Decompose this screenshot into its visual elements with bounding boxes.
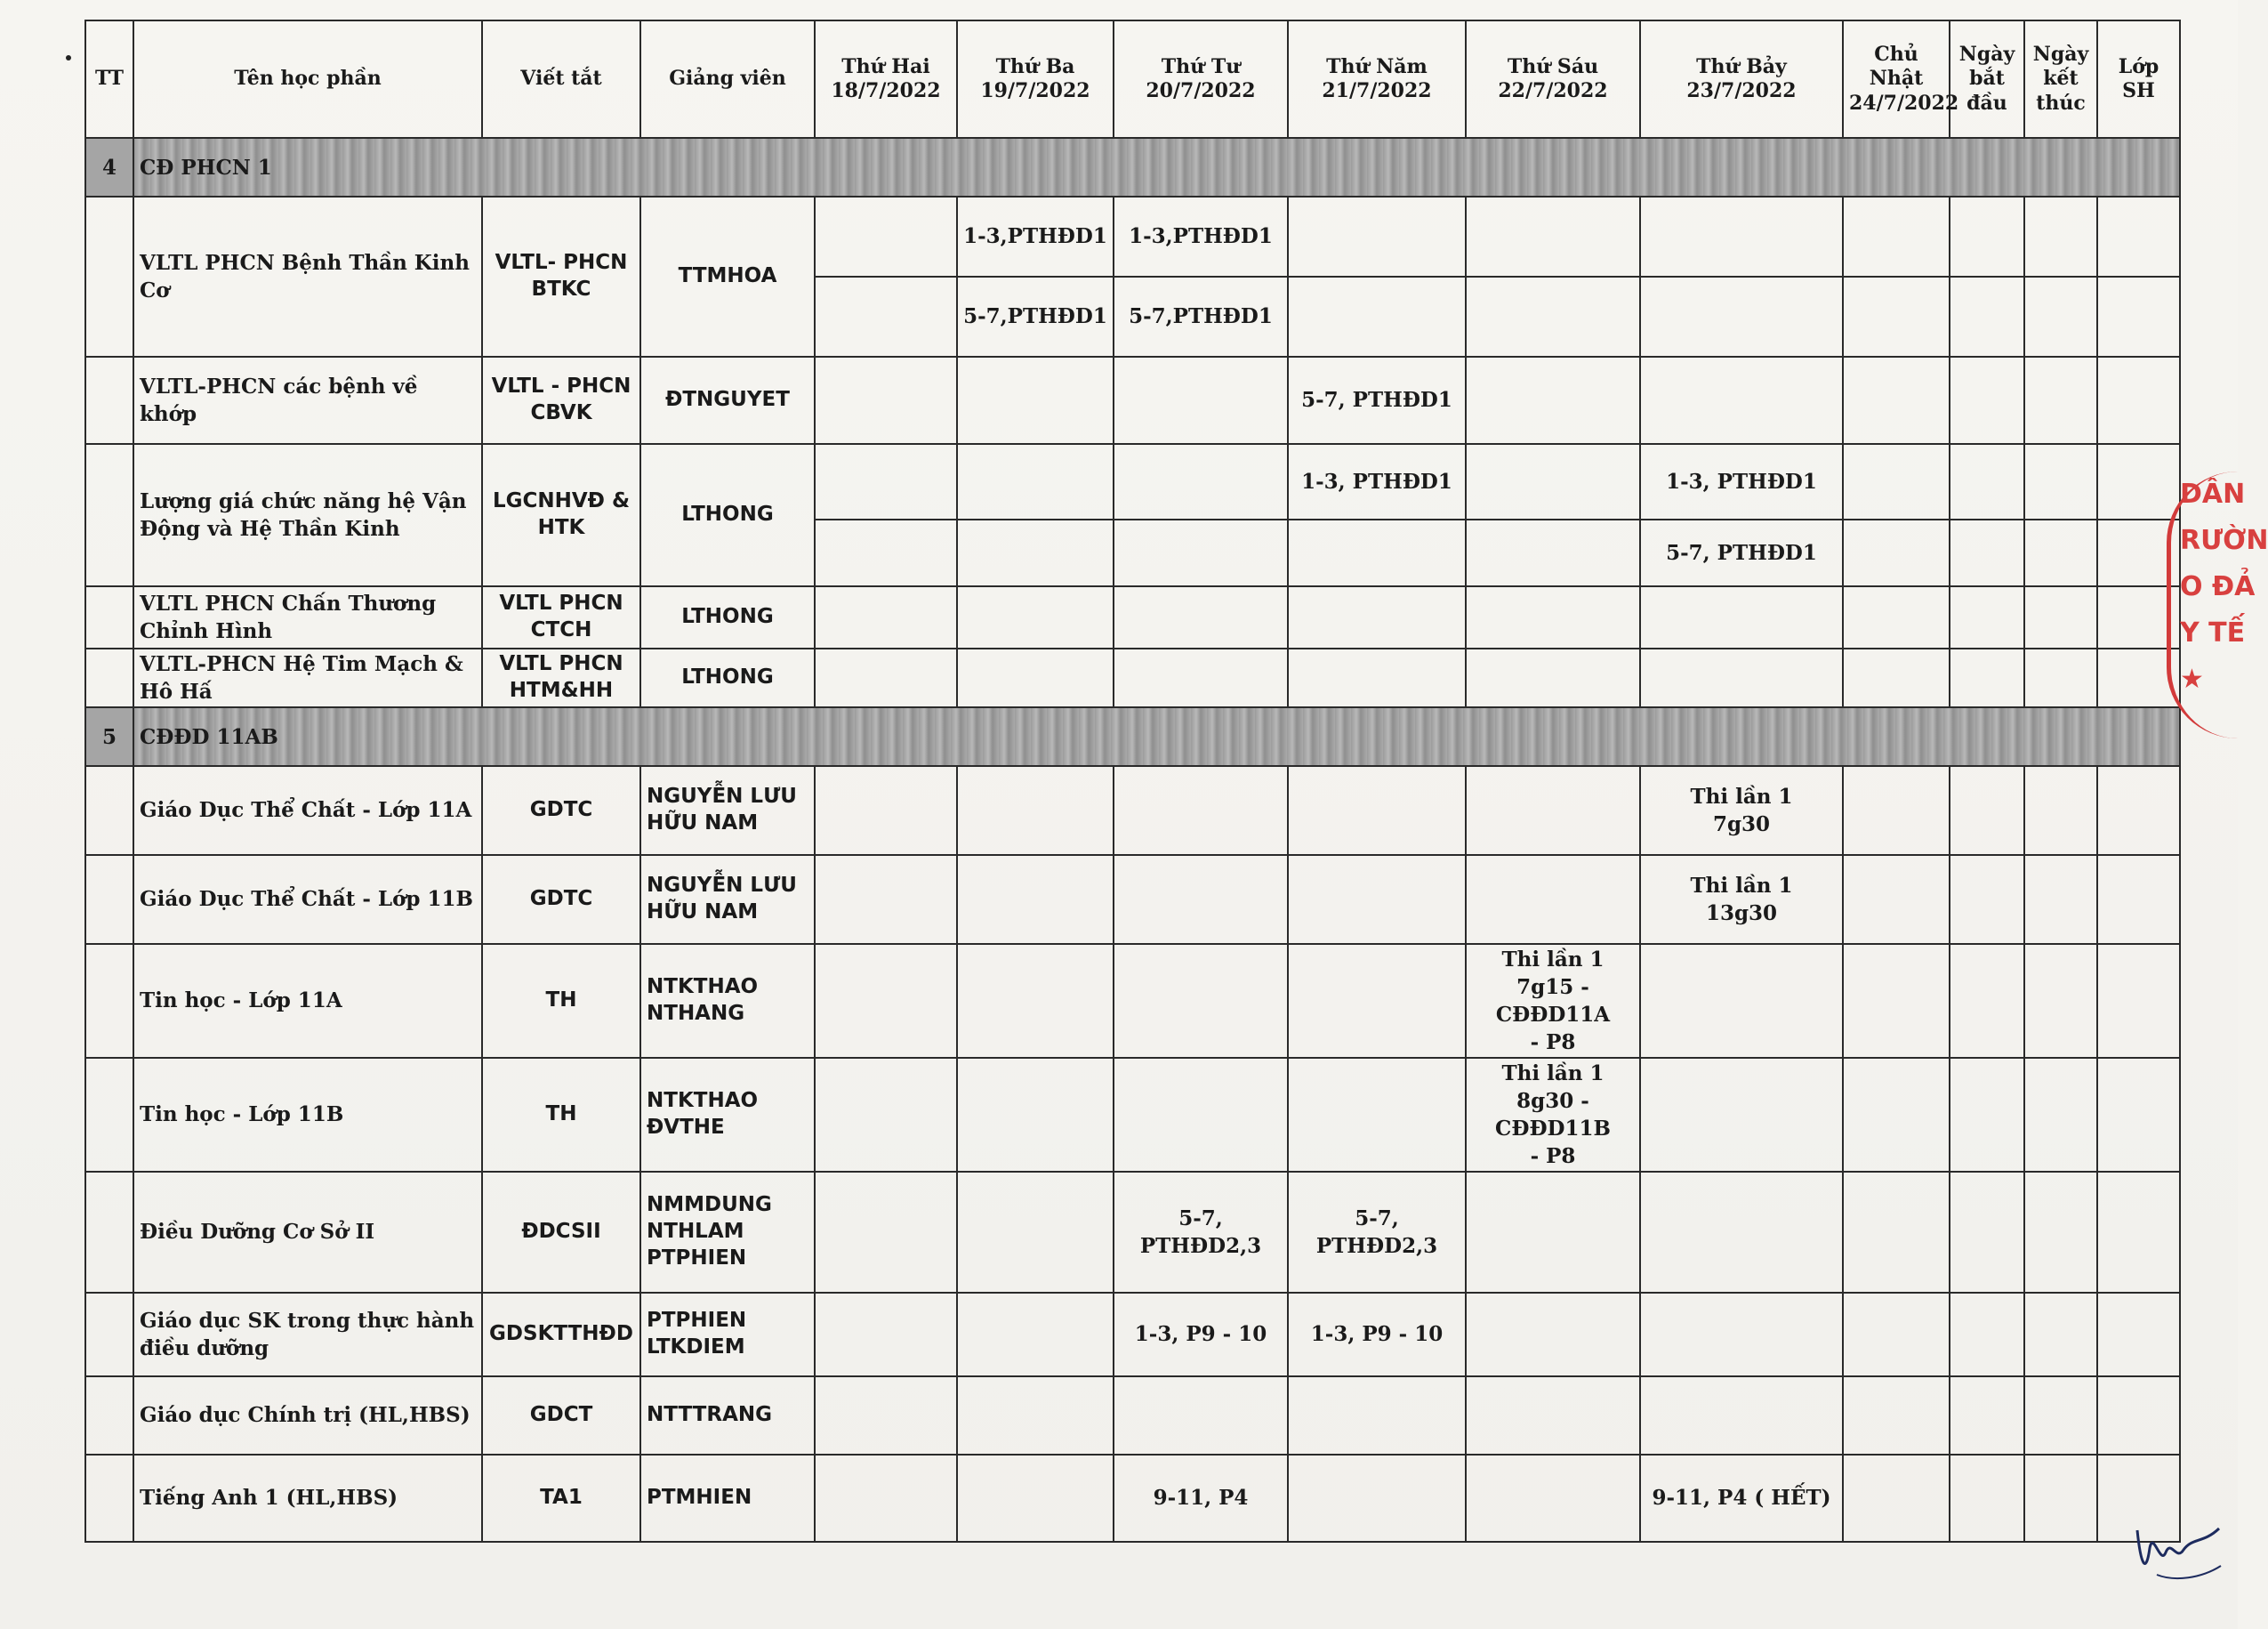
abbr-line: HTK bbox=[537, 516, 585, 539]
class-cell bbox=[2097, 766, 2180, 855]
mon-cell bbox=[815, 1172, 957, 1293]
sun-cell bbox=[1843, 1058, 1950, 1172]
end-cell bbox=[2024, 649, 2097, 707]
header-class bbox=[2097, 20, 2180, 138]
table-row bbox=[85, 1293, 2180, 1376]
thu-cell bbox=[1288, 1376, 1466, 1455]
header-abbr: Viết tắt bbox=[482, 20, 640, 138]
mon-cell bbox=[815, 586, 957, 649]
table-row bbox=[85, 766, 2180, 855]
sat-cell: 1-3, PTHĐD1 bbox=[1640, 444, 1843, 520]
class-cell bbox=[2097, 855, 2180, 944]
end-cell bbox=[2024, 944, 2097, 1058]
day-date: 21/7/2022 bbox=[1322, 79, 1432, 102]
course-abbr: TH bbox=[482, 1058, 640, 1172]
tue-cell bbox=[957, 1455, 1114, 1542]
tt-cell bbox=[85, 444, 133, 586]
mon-cell bbox=[815, 1376, 957, 1455]
wed-cell bbox=[1114, 357, 1288, 444]
mon-cell bbox=[815, 766, 957, 855]
table-row bbox=[85, 855, 2180, 944]
course-abbr: GDTC bbox=[482, 766, 640, 855]
fri-cell bbox=[1466, 277, 1640, 357]
table-row bbox=[85, 197, 2180, 277]
lecturer-line: PTPHIEN bbox=[647, 1309, 747, 1333]
header-start-date bbox=[1950, 20, 2024, 138]
course-name: Lượng giá chức năng hệ Vận Động và Hệ Thần Kinh bbox=[133, 444, 482, 586]
start-cell bbox=[1950, 520, 2024, 586]
header-line: Lớp bbox=[2118, 54, 2159, 78]
course-name: VLTL-PHCN Hệ Tim Mạch & Hô Hấ bbox=[133, 649, 482, 707]
table-row bbox=[85, 649, 2180, 707]
course-name: Tin học - Lớp 11A bbox=[133, 944, 482, 1058]
mon-cell bbox=[815, 855, 957, 944]
sat-cell: 5-7, PTHĐD1 bbox=[1640, 520, 1843, 586]
header-course: Tên học phần bbox=[133, 20, 482, 138]
mon-cell bbox=[815, 357, 957, 444]
header-line: Ngày bbox=[1958, 42, 2015, 66]
lecturer: ĐTNGUYET bbox=[640, 357, 815, 444]
sat-cell bbox=[1640, 944, 1843, 1058]
fri-cell bbox=[1466, 520, 1640, 586]
lecturer-line: NGUYỄN LƯU bbox=[647, 785, 797, 809]
start-cell bbox=[1950, 649, 2024, 707]
course-name: VLTL PHCN Bệnh Thần Kinh Cơ bbox=[133, 197, 482, 357]
tt-cell bbox=[85, 766, 133, 855]
course-abbr: TA1 bbox=[482, 1455, 640, 1542]
lecturer: PTMHIEN bbox=[640, 1455, 815, 1542]
tt-cell bbox=[85, 855, 133, 944]
table-row bbox=[85, 1172, 2180, 1293]
sat-cell bbox=[1640, 1058, 1843, 1172]
section-row bbox=[85, 707, 2180, 766]
wed-cell bbox=[1114, 766, 1288, 855]
sat-cell bbox=[1640, 1293, 1843, 1376]
lecturer bbox=[640, 1172, 815, 1293]
course-name: Điều Dưỡng Cơ Sở II bbox=[133, 1172, 482, 1293]
day-label: Chủ Nhật bbox=[1869, 42, 1924, 91]
course-abbr: ĐDCSII bbox=[482, 1172, 640, 1293]
fri-cell bbox=[1466, 444, 1640, 520]
course-abbr bbox=[482, 357, 640, 444]
sun-cell bbox=[1843, 1293, 1950, 1376]
header-line: thúc bbox=[2036, 91, 2086, 115]
tue-cell bbox=[957, 1172, 1114, 1293]
cell-line: Thi lần 1 bbox=[1501, 1060, 1604, 1085]
lecturer bbox=[640, 1293, 815, 1376]
header-line: bắt bbox=[1969, 67, 2005, 91]
lecturer: NTTTRANG bbox=[640, 1376, 815, 1455]
mon-cell bbox=[815, 1058, 957, 1172]
cell-line: Thi lần 1 bbox=[1690, 873, 1793, 898]
fri-cell bbox=[1466, 855, 1640, 944]
sun-cell bbox=[1843, 357, 1950, 444]
tt-cell bbox=[85, 1172, 133, 1293]
start-cell bbox=[1950, 944, 2024, 1058]
tue-cell bbox=[957, 586, 1114, 649]
thu-cell bbox=[1288, 277, 1466, 357]
class-cell bbox=[2097, 1376, 2180, 1455]
abbr-line: VLTL- PHCN bbox=[495, 251, 628, 275]
header-tuesday bbox=[957, 20, 1114, 138]
thu-cell bbox=[1288, 1058, 1466, 1172]
lecturer-line: LTKDIEM bbox=[647, 1335, 745, 1359]
cell-line: PTHĐD2,3 bbox=[1315, 1234, 1438, 1258]
course-abbr bbox=[482, 586, 640, 649]
mon-cell bbox=[815, 649, 957, 707]
thu-cell bbox=[1288, 766, 1466, 855]
header-row bbox=[85, 20, 2180, 138]
lecturer: LTHONG bbox=[640, 444, 815, 586]
header-friday bbox=[1466, 20, 1640, 138]
course-abbr: GDTC bbox=[482, 855, 640, 944]
course-abbr: GDSKTTHĐD bbox=[482, 1293, 640, 1376]
lecturer bbox=[640, 944, 815, 1058]
tt-cell bbox=[85, 1058, 133, 1172]
fri-cell bbox=[1466, 357, 1640, 444]
course-name: Giáo dục Chính trị (HL,HBS) bbox=[133, 1376, 482, 1455]
wed-cell bbox=[1114, 1376, 1288, 1455]
header-wednesday bbox=[1114, 20, 1288, 138]
start-cell bbox=[1950, 586, 2024, 649]
sun-cell bbox=[1843, 649, 1950, 707]
header-saturday bbox=[1640, 20, 1843, 138]
abbr-line: HTM&HH bbox=[509, 679, 614, 702]
sun-cell bbox=[1843, 1172, 1950, 1293]
cell-line: Thi lần 1 bbox=[1501, 947, 1604, 972]
cell-line: Thi lần 1 bbox=[1690, 784, 1793, 809]
mon-cell bbox=[815, 197, 957, 277]
abbr-line: LGCNHVĐ & bbox=[492, 489, 631, 513]
end-cell bbox=[2024, 766, 2097, 855]
lecturer-line: NTHLAM bbox=[647, 1220, 744, 1244]
header-line: đầu bbox=[1966, 91, 2007, 115]
tt-cell bbox=[85, 586, 133, 649]
start-cell bbox=[1950, 855, 2024, 944]
sun-cell bbox=[1843, 1455, 1950, 1542]
tt-cell bbox=[85, 1376, 133, 1455]
tue-cell bbox=[957, 855, 1114, 944]
wed-cell: 5-7, PTHĐD2,3 bbox=[1114, 1172, 1288, 1293]
sun-cell bbox=[1843, 277, 1950, 357]
abbr-line: CTCH bbox=[530, 618, 592, 641]
cell-line: 5-7, bbox=[1355, 1206, 1399, 1230]
mon-cell bbox=[815, 1455, 957, 1542]
table-row bbox=[85, 586, 2180, 649]
red-stamp bbox=[2167, 472, 2268, 738]
day-label: Thứ Tư bbox=[1161, 54, 1241, 78]
course-name: Tin học - Lớp 11B bbox=[133, 1058, 482, 1172]
thu-cell bbox=[1288, 1172, 1466, 1293]
stamp-star-icon: ★ bbox=[2180, 664, 2204, 695]
class-cell bbox=[2097, 944, 2180, 1058]
table-row bbox=[85, 357, 2180, 444]
section-row bbox=[85, 138, 2180, 197]
fri-cell bbox=[1466, 1376, 1640, 1455]
day-date: 22/7/2022 bbox=[1498, 79, 1608, 102]
wed-cell bbox=[1114, 855, 1288, 944]
tue-cell bbox=[957, 444, 1114, 520]
tt-cell bbox=[85, 1455, 133, 1542]
tue-cell bbox=[957, 766, 1114, 855]
tue-cell: 1-3,PTHĐD1 bbox=[957, 197, 1114, 277]
cell-line: 8g30 - CĐĐD11B bbox=[1495, 1088, 1611, 1141]
lecturer: LTHONG bbox=[640, 586, 815, 649]
lecturer: LTHONG bbox=[640, 649, 815, 707]
class-cell bbox=[2097, 1058, 2180, 1172]
wed-cell: 1-3,PTHĐD1 bbox=[1114, 197, 1288, 277]
sun-cell bbox=[1843, 197, 1950, 277]
stamp-text: RƯỜN bbox=[2180, 525, 2268, 556]
section-title: CĐ PHCN 1 bbox=[133, 138, 2180, 197]
wed-cell: 1-3, P9 - 10 bbox=[1114, 1293, 1288, 1376]
tue-cell bbox=[957, 649, 1114, 707]
mon-cell bbox=[815, 1293, 957, 1376]
day-label: Thứ Ba bbox=[995, 54, 1075, 78]
day-label: Thứ Năm bbox=[1326, 54, 1428, 78]
lecturer-line: PTPHIEN bbox=[647, 1246, 747, 1270]
thu-cell bbox=[1288, 586, 1466, 649]
start-cell bbox=[1950, 197, 2024, 277]
mon-cell bbox=[815, 944, 957, 1058]
lecturer bbox=[640, 766, 815, 855]
abbr-line: VLTL - PHCN bbox=[491, 375, 631, 399]
class-cell bbox=[2097, 1172, 2180, 1293]
course-name: Giáo Dục Thể Chất - Lớp 11A bbox=[133, 766, 482, 855]
start-cell bbox=[1950, 1455, 2024, 1542]
wed-cell bbox=[1114, 944, 1288, 1058]
wed-cell bbox=[1114, 520, 1288, 586]
fri-cell bbox=[1466, 1058, 1640, 1172]
stamp-text: DÂN bbox=[2180, 479, 2246, 510]
end-cell bbox=[2024, 1293, 2097, 1376]
tt-cell bbox=[85, 649, 133, 707]
fri-cell bbox=[1466, 586, 1640, 649]
header-monday bbox=[815, 20, 957, 138]
sat-cell bbox=[1640, 197, 1843, 277]
thu-cell bbox=[1288, 944, 1466, 1058]
sun-cell bbox=[1843, 586, 1950, 649]
fri-cell bbox=[1466, 944, 1640, 1058]
fri-cell bbox=[1466, 197, 1640, 277]
wed-cell bbox=[1114, 1058, 1288, 1172]
course-abbr bbox=[482, 444, 640, 586]
course-name: Giáo dục SK trong thực hành điều dưỡng bbox=[133, 1293, 482, 1376]
thu-cell: 1-3, PTHĐD1 bbox=[1288, 444, 1466, 520]
abbr-line: VLTL PHCN bbox=[499, 652, 623, 676]
end-cell bbox=[2024, 357, 2097, 444]
end-cell bbox=[2024, 277, 2097, 357]
table-row bbox=[85, 444, 2180, 520]
thu-cell bbox=[1288, 520, 1466, 586]
cell-line: 7g30 bbox=[1712, 812, 1771, 836]
header-tt: TT bbox=[85, 20, 133, 138]
sun-cell bbox=[1843, 766, 1950, 855]
class-cell bbox=[2097, 1293, 2180, 1376]
course-abbr bbox=[482, 649, 640, 707]
lecturer-line: HỮU NAM bbox=[647, 900, 759, 923]
end-cell bbox=[2024, 520, 2097, 586]
header-lecturer: Giảng viên bbox=[640, 20, 815, 138]
end-cell bbox=[2024, 1376, 2097, 1455]
section-number: 4 bbox=[85, 138, 133, 197]
end-cell bbox=[2024, 1172, 2097, 1293]
table-row bbox=[85, 1058, 2180, 1172]
day-label: Thứ Bảy bbox=[1696, 54, 1787, 78]
tue-cell bbox=[957, 520, 1114, 586]
day-date: 18/7/2022 bbox=[831, 79, 941, 102]
thu-cell bbox=[1288, 197, 1466, 277]
start-cell bbox=[1950, 1376, 2024, 1455]
fri-cell bbox=[1466, 1293, 1640, 1376]
end-cell bbox=[2024, 1058, 2097, 1172]
cell-line: 13g30 bbox=[1705, 901, 1778, 925]
course-name: Tiếng Anh 1 (HL,HBS) bbox=[133, 1455, 482, 1542]
header-line: SH bbox=[2122, 79, 2155, 102]
lecturer-line: ĐVTHE bbox=[647, 1116, 725, 1139]
wed-cell: 9-11, P4 bbox=[1114, 1455, 1288, 1542]
header-line: kết bbox=[2043, 67, 2079, 91]
course-abbr: TH bbox=[482, 944, 640, 1058]
stamp-text: O ĐẢ bbox=[2180, 571, 2256, 602]
day-date: 19/7/2022 bbox=[980, 79, 1090, 102]
day-label: Thứ Hai bbox=[841, 54, 930, 78]
tt-cell bbox=[85, 1293, 133, 1376]
wed-cell bbox=[1114, 586, 1288, 649]
lecturer: TTMHOA bbox=[640, 197, 815, 357]
course-abbr bbox=[482, 197, 640, 357]
tue-cell bbox=[957, 1058, 1114, 1172]
class-cell bbox=[2097, 357, 2180, 444]
sat-cell bbox=[1640, 277, 1843, 357]
mon-cell bbox=[815, 444, 957, 520]
sat-cell bbox=[1640, 357, 1843, 444]
sun-cell bbox=[1843, 444, 1950, 520]
mon-cell bbox=[815, 277, 957, 357]
wed-cell bbox=[1114, 649, 1288, 707]
course-name: VLTL PHCN Chấn Thương Chỉnh Hình bbox=[133, 586, 482, 649]
header-thursday bbox=[1288, 20, 1466, 138]
thu-cell: 5-7, PTHĐD1 bbox=[1288, 357, 1466, 444]
lecturer-line: HỮU NAM bbox=[647, 811, 759, 835]
sat-cell bbox=[1640, 766, 1843, 855]
sun-cell bbox=[1843, 855, 1950, 944]
cell-line: - P8 bbox=[1530, 1144, 1576, 1169]
thu-cell bbox=[1288, 649, 1466, 707]
tue-cell bbox=[957, 1376, 1114, 1455]
wed-cell bbox=[1114, 444, 1288, 520]
sat-cell bbox=[1640, 586, 1843, 649]
fri-cell bbox=[1466, 766, 1640, 855]
start-cell bbox=[1950, 766, 2024, 855]
day-label: Thứ Sáu bbox=[1507, 54, 1599, 78]
day-date: 20/7/2022 bbox=[1146, 79, 1256, 102]
header-sunday bbox=[1843, 20, 1959, 138]
fri-cell bbox=[1466, 649, 1640, 707]
lecturer-line: NTKTHAO bbox=[647, 975, 759, 999]
lecturer-line: NTKTHAO bbox=[647, 1089, 759, 1113]
cell-line: 7g15 - CĐĐD11A bbox=[1495, 974, 1611, 1027]
sat-cell: 9-11, P4 ( HẾT) bbox=[1640, 1455, 1843, 1542]
fri-cell bbox=[1466, 1455, 1640, 1542]
tue-cell bbox=[957, 944, 1114, 1058]
wed-cell: 5-7,PTHĐD1 bbox=[1114, 277, 1288, 357]
start-cell bbox=[1950, 1058, 2024, 1172]
sat-cell bbox=[1640, 855, 1843, 944]
start-cell bbox=[1950, 357, 2024, 444]
class-cell bbox=[2097, 197, 2180, 277]
mon-cell bbox=[815, 520, 957, 586]
sun-cell bbox=[1843, 1376, 1950, 1455]
cell-line: - P8 bbox=[1530, 1030, 1576, 1055]
thu-cell bbox=[1288, 855, 1466, 944]
thu-cell bbox=[1288, 1455, 1466, 1542]
class-cell bbox=[2097, 444, 2180, 520]
lecturer-line: NMMDUNG bbox=[647, 1193, 772, 1217]
table-row bbox=[85, 1455, 2180, 1542]
tt-cell bbox=[85, 944, 133, 1058]
course-name: VLTL-PHCN các bệnh về khớp bbox=[133, 357, 482, 444]
section-title: CĐĐD 11AB bbox=[133, 707, 2180, 766]
end-cell bbox=[2024, 444, 2097, 520]
sat-cell bbox=[1640, 1172, 1843, 1293]
course-name: Giáo Dục Thể Chất - Lớp 11B bbox=[133, 855, 482, 944]
section-number: 5 bbox=[85, 707, 133, 766]
ink-dot bbox=[66, 55, 71, 60]
sun-cell bbox=[1843, 944, 1950, 1058]
abbr-line: VLTL PHCN bbox=[499, 592, 623, 616]
signature-mark bbox=[2130, 1512, 2228, 1584]
tue-cell bbox=[957, 357, 1114, 444]
start-cell bbox=[1950, 1172, 2024, 1293]
header-end-date bbox=[2024, 20, 2097, 138]
day-date: 23/7/2022 bbox=[1686, 79, 1797, 102]
start-cell bbox=[1950, 277, 2024, 357]
fri-cell bbox=[1466, 1172, 1640, 1293]
lecturer bbox=[640, 1058, 815, 1172]
thu-cell: 1-3, P9 - 10 bbox=[1288, 1293, 1466, 1376]
end-cell bbox=[2024, 855, 2097, 944]
course-abbr: GDCT bbox=[482, 1376, 640, 1455]
sat-cell bbox=[1640, 649, 1843, 707]
class-cell bbox=[2097, 277, 2180, 357]
tue-cell bbox=[957, 1293, 1114, 1376]
day-date: 24/7/2022 bbox=[1849, 91, 1959, 115]
lecturer-line: NTHANG bbox=[647, 1002, 745, 1025]
lecturer bbox=[640, 855, 815, 944]
end-cell bbox=[2024, 586, 2097, 649]
tt-cell bbox=[85, 357, 133, 444]
header-line: Ngày bbox=[2032, 42, 2089, 66]
lecturer-line: NGUYỄN LƯU bbox=[647, 874, 797, 898]
sat-cell bbox=[1640, 1376, 1843, 1455]
start-cell bbox=[1950, 444, 2024, 520]
stamp-text: Y TẾ bbox=[2180, 617, 2246, 649]
table-row bbox=[85, 944, 2180, 1058]
end-cell bbox=[2024, 197, 2097, 277]
tue-cell: 5-7,PTHĐD1 bbox=[957, 277, 1114, 357]
start-cell bbox=[1950, 1293, 2024, 1376]
abbr-line: CBVK bbox=[530, 401, 592, 424]
schedule-table bbox=[84, 20, 2181, 1543]
sun-cell bbox=[1843, 520, 1950, 586]
table-row bbox=[85, 1376, 2180, 1455]
end-cell bbox=[2024, 1455, 2097, 1542]
tt-cell bbox=[85, 197, 133, 357]
abbr-line: BTKC bbox=[531, 278, 591, 301]
